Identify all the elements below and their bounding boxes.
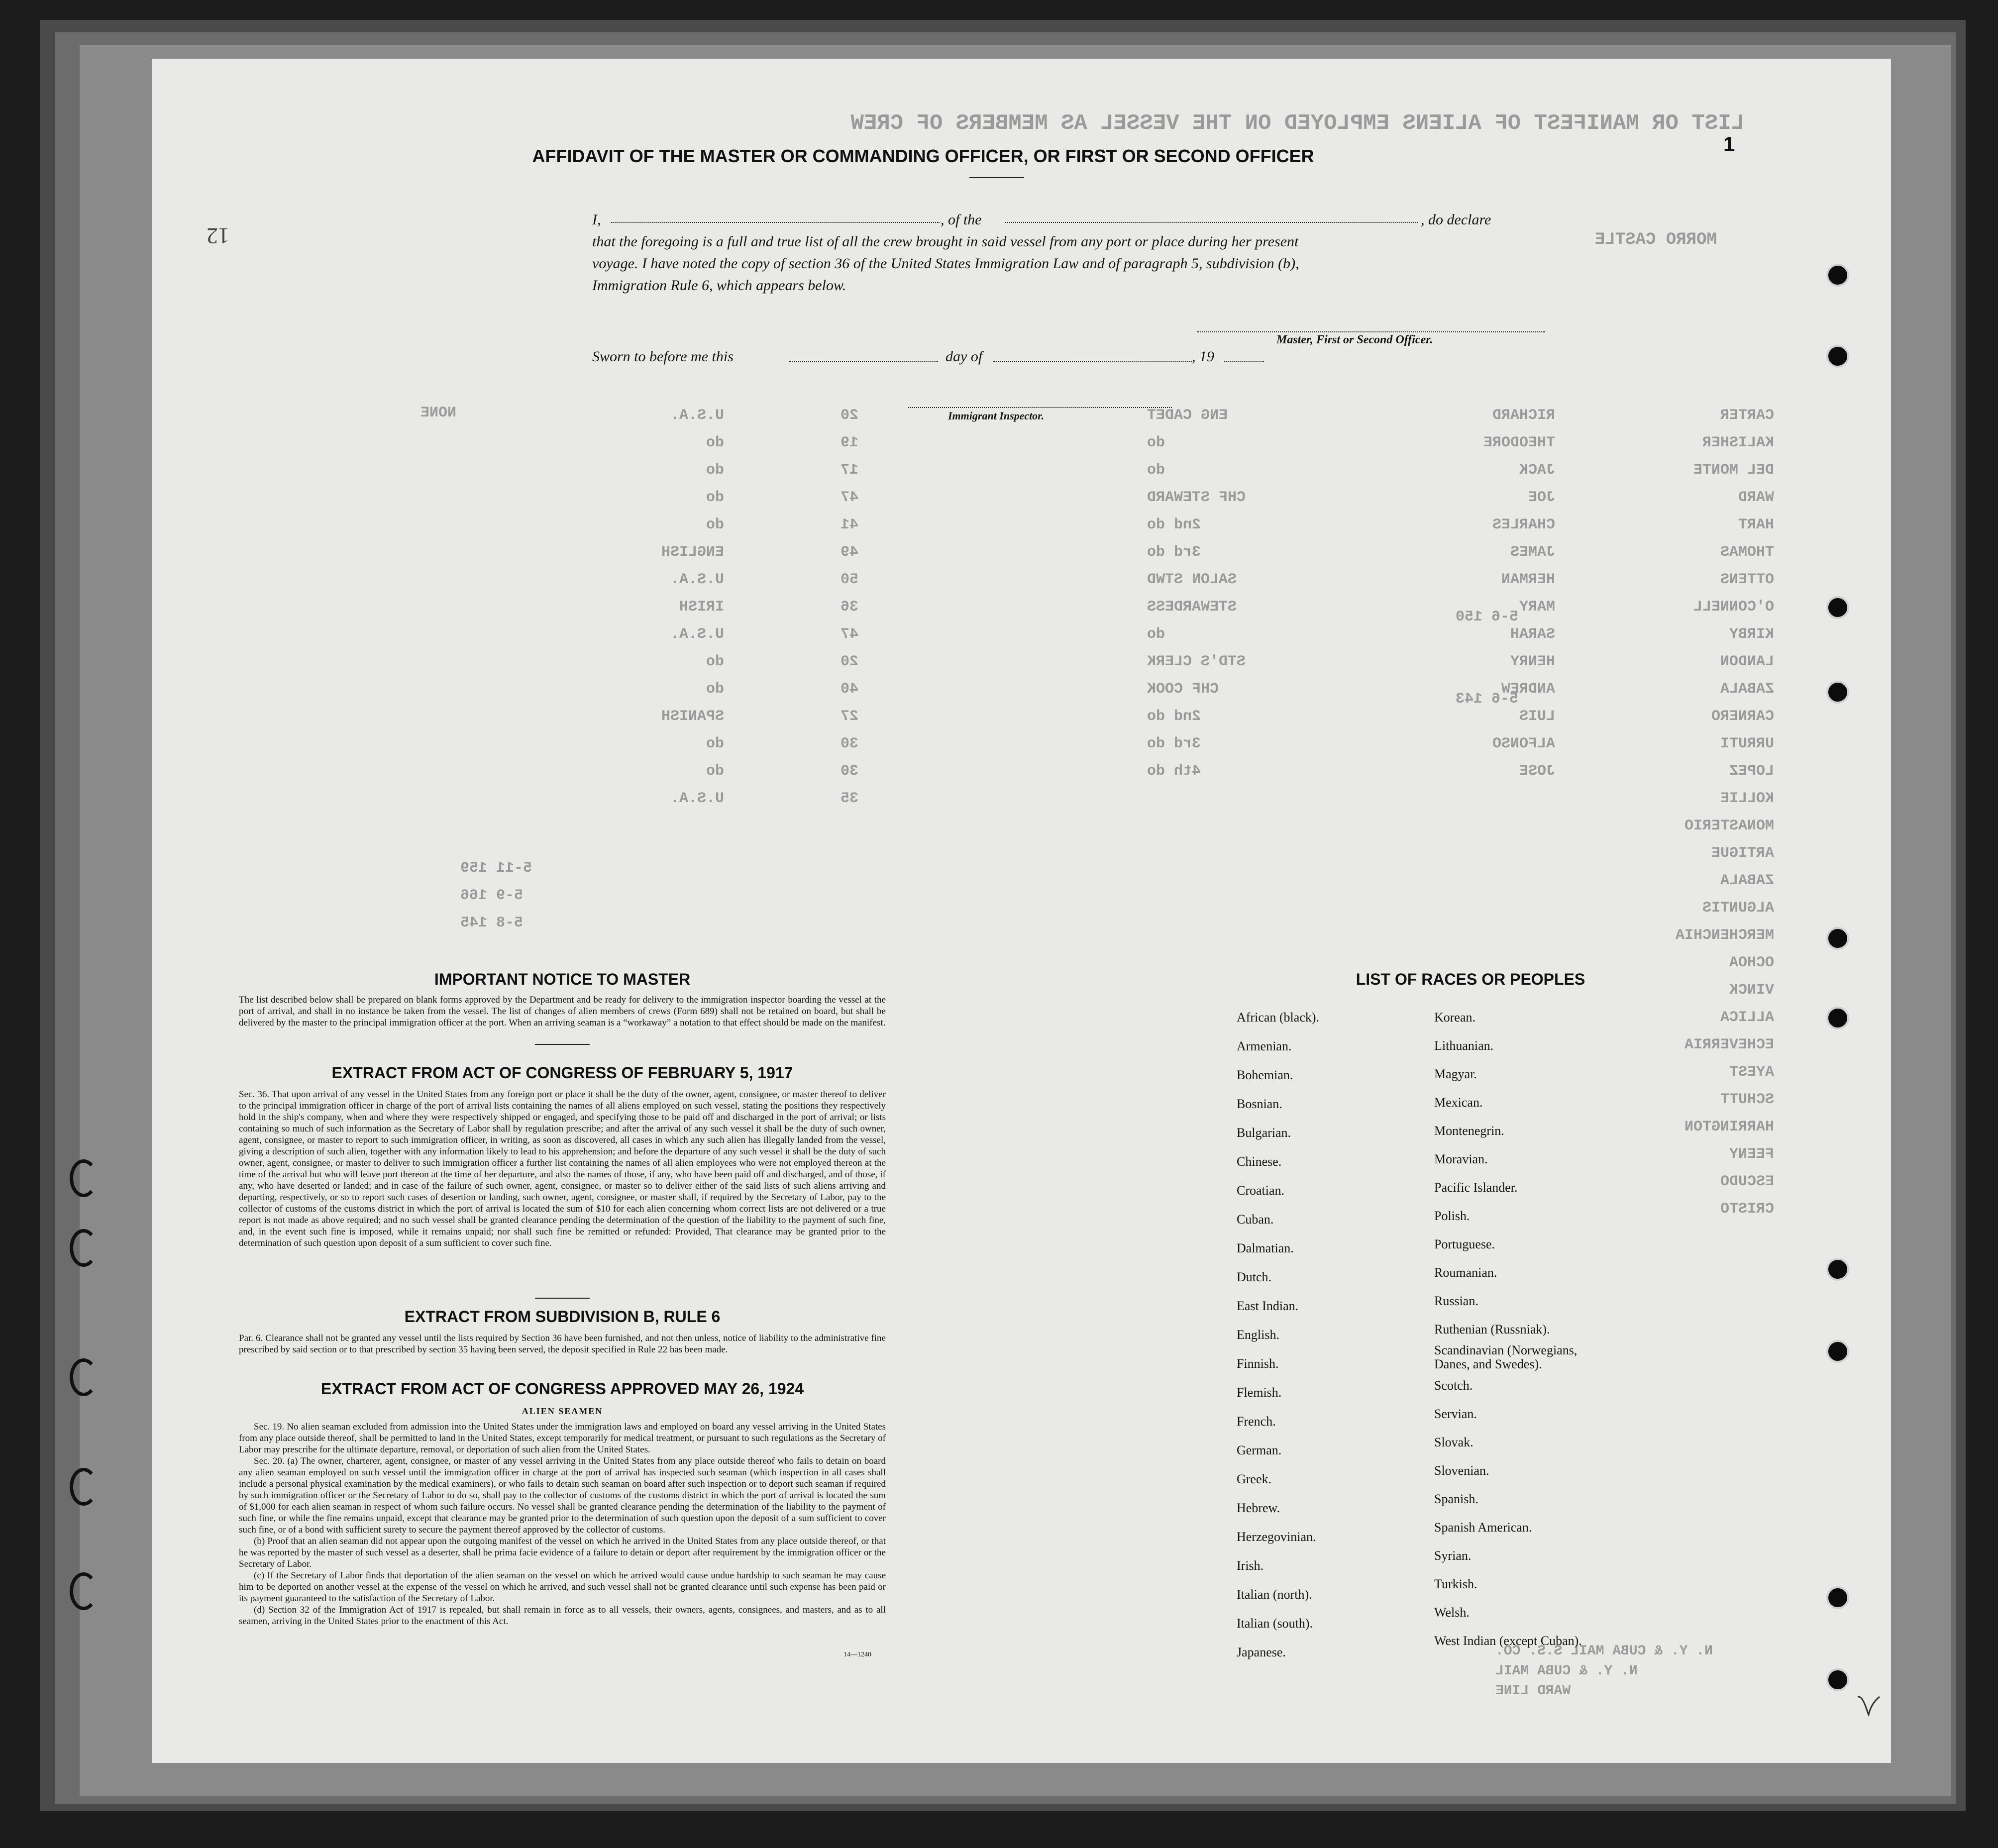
punch-hole-icon xyxy=(1826,681,1849,704)
bleed-surnames-item: HARRINGTON xyxy=(1684,1119,1774,1135)
affidavit-i-label: I, xyxy=(592,211,601,228)
bleed-role-column xyxy=(1147,402,1336,785)
bleed-given-item: SARAH xyxy=(1510,626,1555,643)
races-col1-item: Italian (south). xyxy=(1237,1616,1313,1631)
races-col2-item: Pacific Islander. xyxy=(1434,1180,1518,1195)
extract-1924-title: EXTRACT FROM ACT OF CONGRESS APPROVED MAY 26, 1924 xyxy=(320,1380,804,1398)
section-rule xyxy=(535,1298,590,1299)
bleed-footer: N. Y. & CUBA MAIL S.S. CO. xyxy=(1495,1643,1713,1659)
sworn-day-of-label: day of xyxy=(946,348,983,365)
bleed-given-item: THEODORE xyxy=(1483,434,1555,451)
bleed-roles-item: 2nd do xyxy=(1147,516,1201,533)
sec-20a-text: Sec. 20. (a) The owner, charterer, agent, consignee, or master of any vessel arriving in the United States from any place outside thereof who fails to detain on board any alien seaman employed on such vessel until the immigration officer in charge at the port of arrival has inspected such seaman (which inspection in all cases shall include a personal physical examination by the medical examiners), or who fails to detain such seaman on board after such inspection or to deport such seaman if required by such immigration officer or the Secretary of Labor to do so, shall pay to the collector of customs of the customs district in which the port of arrival is located the sum of $1,000 for each alien seaman in respect of whom such failure occurs. No vessel shall be granted clearance pending the determination of the liability to the payment of such fine, or while the fine remains unpaid, except that clearance may be granted prior to the determination of such question upon the deposit of a sum sufficient to cover such fine, or of a bond with sufficient surety to secure the payment thereof approved by the collector of customs. xyxy=(239,1456,886,1535)
bleed-surnames-item: DEL MONTE xyxy=(1693,462,1774,479)
races-column-2 xyxy=(1434,1003,1683,1655)
page-number: 1 xyxy=(1723,132,1735,156)
bleed-given-column xyxy=(1406,402,1555,785)
bleed-surnames-item: O'CONNELL xyxy=(1693,599,1774,616)
bleed-surnames-item: HART xyxy=(1738,516,1774,533)
races-col1-item: French. xyxy=(1237,1414,1276,1429)
races-col1-item: Flemish. xyxy=(1237,1385,1282,1400)
bleed-given-item: MARY xyxy=(1519,599,1555,616)
races-col2-item: Magyar. xyxy=(1434,1067,1477,1081)
bleed-surnames-item: CRISTO xyxy=(1720,1201,1774,1218)
sworn-month-blank xyxy=(993,356,1192,362)
races-col2-item: Ruthenian (Russniak). xyxy=(1434,1322,1550,1336)
bleed-ages-item: 47 xyxy=(840,626,858,643)
affidavit-line-3: voyage. I have noted the copy of section 36 of the United States Immigration Law and of paragraph 5, subdivision (b), xyxy=(592,255,1299,272)
races-col1-item: Armenian. xyxy=(1237,1039,1292,1053)
bleed-roles-item: STEWARDESS xyxy=(1147,599,1237,616)
affidavit-declare-label: , do declare xyxy=(1421,211,1491,228)
bleed-surnames-item: MERCHENCHIA xyxy=(1675,927,1774,944)
vessel-name-blank xyxy=(1005,217,1418,223)
punch-hole-icon xyxy=(1826,1668,1849,1691)
bleed-roles-item: CHF STEWARD xyxy=(1147,489,1246,506)
bleed-misc: NONE xyxy=(421,405,457,421)
bleed-ages-item: 27 xyxy=(840,708,858,725)
manifest-page xyxy=(152,59,1891,1763)
bleed-surnames-item: ZABALA xyxy=(1720,681,1774,698)
punch-hole-icon xyxy=(1826,1340,1849,1363)
bleed-nat-item: U.S.A. xyxy=(670,790,724,807)
races-col2-item: Moravian. xyxy=(1434,1152,1488,1166)
bleed-surnames-item: ZABALA xyxy=(1720,872,1774,889)
races-col2-item: Slovenian. xyxy=(1434,1463,1489,1478)
bleed-nat-item: do xyxy=(706,681,724,698)
bleed-roles-item: do xyxy=(1147,434,1165,451)
races-col1-item: Hebrew. xyxy=(1237,1501,1280,1515)
extract-rule6-title: EXTRACT FROM SUBDIVISION B, RULE 6 xyxy=(404,1308,721,1326)
bleed-given-item: JOE xyxy=(1528,489,1555,506)
form-number: 14—1240 xyxy=(843,1651,871,1658)
bleed-surnames-item: KOLLIE xyxy=(1720,790,1774,807)
bleed-nat-item: do xyxy=(706,516,724,533)
bleed-surnames-item: ALLICA xyxy=(1720,1009,1774,1026)
bleed-nat-item: do xyxy=(706,489,724,506)
bleed-ages-item: 17 xyxy=(840,462,858,479)
races-col1-item: Finnish. xyxy=(1237,1356,1279,1371)
bleed-footer: N. Y. & CUBA MAIL xyxy=(1495,1663,1638,1679)
races-col1-item: East Indian. xyxy=(1237,1299,1299,1313)
bleed-given-item: HERMAN xyxy=(1501,571,1555,588)
bleed-ages-item: 20 xyxy=(840,407,858,424)
bleed-given-item: JOSE xyxy=(1519,763,1555,780)
bleed-ages-item: 20 xyxy=(840,653,858,670)
title-rule xyxy=(969,177,1024,178)
bleed-surnames-item: VINCK xyxy=(1729,982,1774,999)
master-name-blank xyxy=(611,217,940,223)
bleed-ages-item: 19 xyxy=(840,434,858,451)
bleed-misc: 5-8 145 xyxy=(460,915,524,931)
bleed-surnames-item: URRUTI xyxy=(1720,735,1774,752)
bleed-ages-item: 30 xyxy=(840,735,858,752)
races-col2-item: Spanish American. xyxy=(1434,1520,1532,1535)
bleed-surnames-item: CARTER xyxy=(1720,407,1774,424)
races-col2-item: Korean. xyxy=(1434,1010,1476,1025)
races-col1-item: Dutch. xyxy=(1237,1270,1272,1284)
affidavit-line-1 xyxy=(592,209,1508,231)
bleed-given-item: JACK xyxy=(1519,462,1555,479)
bleed-nat-item: do xyxy=(706,462,724,479)
bleed-ages-item: 36 xyxy=(840,599,858,616)
races-col2-item: Welsh. xyxy=(1434,1605,1470,1620)
bleed-roles-item: do xyxy=(1147,626,1165,643)
races-col1-item: Greek. xyxy=(1237,1472,1272,1486)
races-col2-item: Danes, and Swedes). xyxy=(1434,1357,1542,1371)
bleed-nat-item: U.S.A. xyxy=(670,626,724,643)
bleed-surnames-item: KALISHER xyxy=(1702,434,1774,451)
bleed-nat-item: do xyxy=(706,735,724,752)
check-mark-icon xyxy=(1854,1691,1884,1721)
signature-blank xyxy=(1197,326,1545,332)
bleed-roles-item: SALON STWD xyxy=(1147,571,1237,588)
section-rule xyxy=(535,1044,590,1045)
races-col1-item: Bohemian. xyxy=(1237,1068,1293,1082)
bleed-surnames-item: OTTENS xyxy=(1720,571,1774,588)
punch-hole-icon xyxy=(1826,264,1849,287)
extract-1917-title: EXTRACT FROM ACT OF CONGRESS OF FEBRUARY 5, 1917 xyxy=(331,1064,793,1082)
affidavit-of-the-label: , of the xyxy=(941,211,982,228)
races-col1-item: Cuban. xyxy=(1237,1212,1274,1227)
bleed-nat-item: U.S.A. xyxy=(670,407,724,424)
bleed-roles-item: do xyxy=(1147,462,1165,479)
bleed-surnames-item: OCHOA xyxy=(1729,954,1774,971)
bleed-ages-item: 40 xyxy=(840,681,858,698)
inspector-blank xyxy=(908,402,1172,408)
inspector-caption: Immigrant Inspector. xyxy=(948,410,1045,422)
bleed-misc: 5-9 166 xyxy=(460,887,524,904)
bleed-ages-item: 50 xyxy=(840,571,858,588)
binder-ring-icon xyxy=(70,1159,98,1197)
bleed-nat-item: SPANISH xyxy=(661,708,724,725)
bleed-nat-item: ENGLISH xyxy=(661,544,724,561)
bleed-given-item: LUIS xyxy=(1519,708,1555,725)
bleed-roles-item: 3rd do xyxy=(1147,735,1201,752)
bleed-ages-item: 35 xyxy=(840,790,858,807)
bleed-given-item: CHARLES xyxy=(1492,516,1555,533)
affidavit-body xyxy=(592,209,1508,297)
races-col2-item: Mexican. xyxy=(1434,1095,1483,1110)
bleed-surnames-item: AYEST xyxy=(1729,1064,1774,1081)
bleed-header: LIST OR MANIFEST OF ALIENS EMPLOYED ON THE VESSEL AS MEMBERS OF CREW xyxy=(850,111,1744,136)
margin-mark: 12 xyxy=(207,223,229,249)
bleed-surnames-item: FEENY xyxy=(1729,1146,1774,1163)
bleed-surnames-item: KIRBY xyxy=(1729,626,1774,643)
bleed-nat-item: U.S.A. xyxy=(670,571,724,588)
bleed-surnames-item: MONASTERIO xyxy=(1684,818,1774,834)
races-col2-item: Spanish. xyxy=(1434,1492,1478,1506)
bleed-surnames-item: WARD xyxy=(1738,489,1774,506)
races-col2-item: Lithuanian. xyxy=(1434,1038,1494,1053)
races-col1-item: Croatian. xyxy=(1237,1183,1285,1198)
bleed-surnames-item: CARNERO xyxy=(1711,708,1774,725)
bleed-ages-item: 47 xyxy=(840,489,858,506)
bleed-footer: WARD LINE xyxy=(1495,1683,1571,1699)
bleed-roles-item: 3rd do xyxy=(1147,544,1201,561)
binder-ring-icon xyxy=(70,1572,98,1610)
races-col1-item: Irish. xyxy=(1237,1558,1264,1573)
bleed-nationality-column xyxy=(575,402,724,813)
sec-20b-text: (b) Proof that an alien seaman did not appear upon the outgoing manifest of the vessel on which he arrived in the United States from any place outside thereof, or that he was reported by the master of such vessel as a deserter, shall be prima facie evidence of a failure to detain or deport after requirement by the immigration officer or the Secretary of Labor. xyxy=(239,1536,886,1569)
races-col1-item: Italian (north). xyxy=(1237,1587,1312,1602)
bleed-surnames-item: ESCUDO xyxy=(1720,1173,1774,1190)
races-title: LIST OF RACES OR PEOPLES xyxy=(1356,970,1585,988)
races-col1-item: German. xyxy=(1237,1443,1282,1457)
bleed-ages-item: 30 xyxy=(840,763,858,780)
affidavit-title: AFFIDAVIT OF THE MASTER OR COMMANDING OFFICER, OR FIRST OR SECOND OFFICER xyxy=(532,146,1314,166)
bleed-misc: 5-6 143 xyxy=(1456,691,1519,708)
races-col2-item: Portuguese. xyxy=(1434,1237,1495,1251)
sworn-line xyxy=(592,348,1388,370)
races-col1-item: Japanese. xyxy=(1237,1645,1286,1659)
extract-1924-body xyxy=(239,1421,886,1627)
bleed-nat-item: IRISH xyxy=(679,599,724,616)
races-col2-item: Roumanian. xyxy=(1434,1265,1497,1280)
bleed-given-item: ANDREW xyxy=(1501,681,1555,698)
bleed-surnames-item: ARTIGUE xyxy=(1711,845,1774,862)
sworn-label: Sworn to before me this xyxy=(592,348,734,365)
bleed-surnames-item: ECHEVERRIA xyxy=(1684,1036,1774,1053)
punch-hole-icon xyxy=(1826,596,1849,619)
punch-hole-icon xyxy=(1826,927,1849,950)
races-col1-item: Bulgarian. xyxy=(1237,1126,1291,1140)
bleed-roles-item: STD'S CLERK xyxy=(1147,653,1246,670)
bleed-surnames-item: THOMAS xyxy=(1720,544,1774,561)
bleed-surnames-item: LOPEZ xyxy=(1729,763,1774,780)
races-col2-item: Scotch. xyxy=(1434,1378,1473,1393)
races-col2-item: Turkish. xyxy=(1434,1577,1477,1591)
extract-rule6-text: Par. 6. Clearance shall not be granted any vessel until the lists required by Section 36 have been furnished, and not then unless, notice of liability to the administrative fine prescribed by said section or to that prescribed by section 35 having been served, the deposit specified in Rule 22 has been made. xyxy=(239,1333,886,1355)
bleed-age-column xyxy=(799,402,858,813)
binder-ring-icon xyxy=(70,1358,98,1396)
races-col2-item: West Indian (except Cuban). xyxy=(1434,1634,1582,1648)
signature-caption: Master, First or Second Officer. xyxy=(1276,333,1433,346)
races-col1-item: African (black). xyxy=(1237,1010,1320,1025)
extract-1924-subtitle: ALIEN SEAMEN xyxy=(522,1406,603,1416)
bleed-vessel: MORRO CASTLE xyxy=(1595,230,1717,249)
races-col1-item: Herzegovinian. xyxy=(1237,1530,1316,1544)
sworn-year-label: , 19 xyxy=(1192,348,1214,365)
notice-title: IMPORTANT NOTICE TO MASTER xyxy=(434,970,691,988)
races-col1-item: Dalmatian. xyxy=(1237,1241,1294,1255)
bleed-nat-item: do xyxy=(706,763,724,780)
sworn-year-blank xyxy=(1224,356,1264,362)
punch-hole-icon xyxy=(1826,1586,1849,1609)
punch-hole-icon xyxy=(1826,1258,1849,1281)
races-col2-item: Scandinavian (Norwegians, xyxy=(1434,1343,1577,1357)
bleed-given-item: HENRY xyxy=(1510,653,1555,670)
bleed-misc: 5-11 159 xyxy=(460,860,532,877)
bleed-surnames-item: ALGUNTIS xyxy=(1702,900,1774,917)
bleed-nat-item: do xyxy=(706,434,724,451)
affidavit-line-2: that the foregoing is a full and true list of all the crew brought in said vessel from any port or place during her present xyxy=(592,233,1299,250)
sec-20d-text: (d) Section 32 of the Immigration Act of 1917 is repealed, but shall remain in force as to all vessels, their owners, agents, consignees, and masters, and as to all seamen, arriving in the United States prior to the enactment of this Act. xyxy=(239,1605,886,1627)
races-col2-item: Servian. xyxy=(1434,1407,1477,1421)
races-col1-item: English. xyxy=(1237,1328,1279,1342)
bleed-surnames-item: SCHUTT xyxy=(1720,1091,1774,1108)
races-col1-item: Chinese. xyxy=(1237,1154,1282,1169)
sec-19-text: Sec. 19. No alien seaman excluded from admission into the United States under the immigration laws and employed on board any vessel arriving in the United States from any place outside thereof, shall be permitted to land in the United States, except temporarily for medical treatment, or pursuant to such regulations as the Secretary of Labor may prescribe for the ultimate departure, removal, or deportation of such alien from the United States. xyxy=(239,1422,886,1455)
races-col2-item: Montenegrin. xyxy=(1434,1124,1504,1138)
races-col2-item: Syrian. xyxy=(1434,1548,1472,1563)
bleed-roles-item: 2nd do xyxy=(1147,708,1201,725)
bleed-roles-item: CHF COOK xyxy=(1147,681,1219,698)
races-col2-item: Russian. xyxy=(1434,1294,1478,1308)
punch-hole-icon xyxy=(1826,345,1849,368)
races-col2-item: Polish. xyxy=(1434,1209,1470,1223)
bleed-ages-item: 41 xyxy=(840,516,858,533)
bleed-given-item: ALFONSO xyxy=(1492,735,1555,752)
sec-20c-text: (c) If the Secretary of Labor finds that deportation of the alien seaman on the vessel on which he arrived would cause undue hardship to such seaman he may cause him to be deported on another vessel at the expense of the vessel on which he arrived, and such vessel shall not be granted clearance until such expense has been paid or its payment guaranteed to the satisfaction of the Secretary of Labor. xyxy=(239,1570,886,1604)
bleed-roles-item: ENG CADET xyxy=(1147,407,1228,424)
races-col2-item: Slovak. xyxy=(1434,1435,1473,1449)
bleed-given-item: RICHARD xyxy=(1492,407,1555,424)
bleed-given-item: JAMES xyxy=(1510,544,1555,561)
bleed-misc: 5-6 150 xyxy=(1456,609,1519,625)
notice-text: The list described below shall be prepared on blank forms approved by the Department and be ready for delivery to the immigration inspector boarding the vessel at the port of arrival, and shall in no instance be taken from the vessel. The list of changes of alien members of crews (Form 689) shall not be retained on board, but shall be delivered by the master to the principal immigration officer at the port. When an arriving seaman is a “workaway” a notation to that effect should be made on the manifest. xyxy=(239,995,886,1028)
binder-ring-icon xyxy=(70,1468,98,1506)
extract-1917-text: Sec. 36. That upon arrival of any vessel in the United States from any foreign port or place it shall be the duty of the owner, agent, consignee, or master thereof to deliver to the principal immigration officer in charge of the port of arrival lists containing the names of all aliens employed on such vessel, stating the positions they respectively hold in the ship's company, when and where they were respectively shipped or engaged, and specifying those to be paid off and discharged in the port of arrival; or lists containing so much of such information as the Secretary of Labor shall by regulation prescribe; and after the arrival of any such vessel it shall be the duty of such owner, agent, consignee, or master to report to such immigration officer, in writing, as soon as discovered, all cases in which any such alien has illegally landed from the vessel, giving a description of such alien, together with any information likely to lead to his apprehension; and before the departure of any such vessel it shall be the duty of such owner, agent, consignee, or master to deliver to such immigration officer a further list containing the names of all alien employees who were not employed thereon at the time of the arrival but who will leave port thereon at the time of her departure, and also the names of those, if any, who have been paid off and discharged, and of those, if any, who have deserted or landed; and in case of the failure of such owner, agent, consignee, or master so to deliver either of the said lists of such aliens arriving and departing, respectively, or so to report such cases of desertion or landing, such owner, agent, consignee, or master shall, if required by the Secretary of Labor, pay to the collector of customs of the customs district in which the port of arrival is located the sum of $10 for each alien concerning whom correct lists are not delivered or a true report is not made as above required; and no such vessel shall be granted clearance pending the determination of the question of the liability to the payment of such fine, and, in the event such fine is imposed, while it remains unpaid; nor shall such fine be remitted or refunded: Provided, That clearance may be granted prior to the determination of such question upon deposit of a sum sufficient to cover such fine. xyxy=(239,1089,886,1248)
binder-ring-icon xyxy=(70,1229,98,1267)
punch-hole-icon xyxy=(1826,1007,1849,1029)
bleed-roles-item: 4th do xyxy=(1147,763,1201,780)
bleed-ages-item: 49 xyxy=(840,544,858,561)
sworn-day-blank xyxy=(789,356,938,362)
affidavit-line-4: Immigration Rule 6, which appears below. xyxy=(592,277,846,294)
bleed-surnames-item: LANDON xyxy=(1720,653,1774,670)
races-col1-item: Bosnian. xyxy=(1237,1097,1282,1111)
bleed-nat-item: do xyxy=(706,653,724,670)
